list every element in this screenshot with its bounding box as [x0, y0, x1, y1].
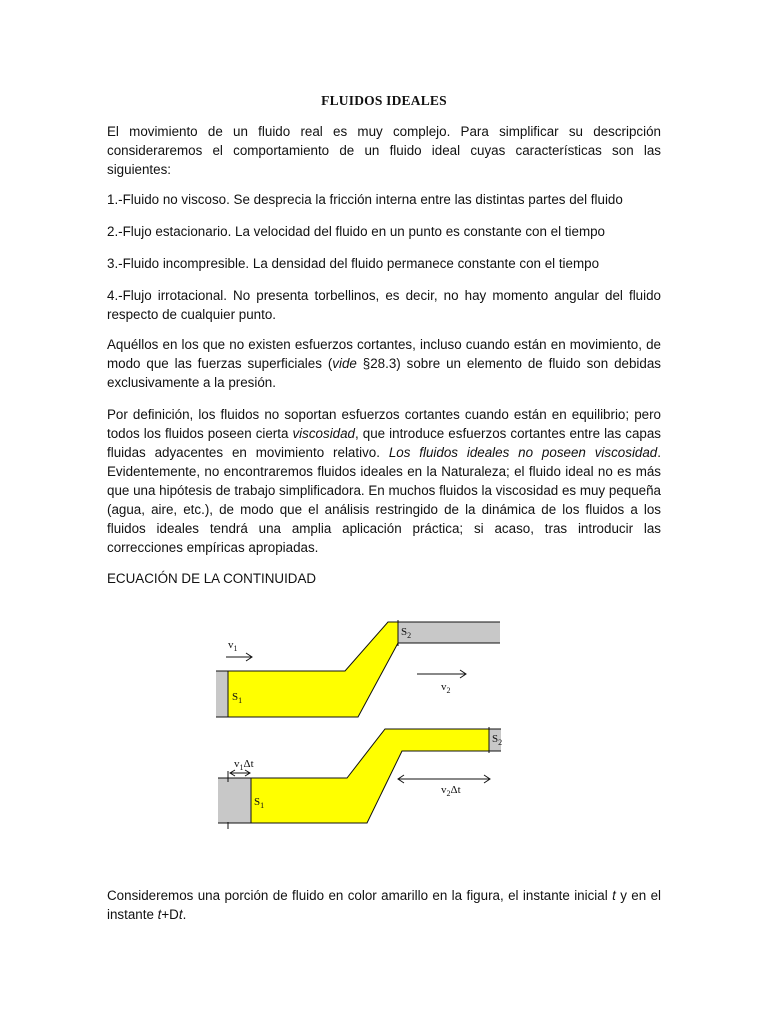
section-heading: ECUACIÓN DE LA CONTINUIDAD: [107, 571, 317, 586]
intro-paragraph: El movimiento de un fluido real es muy complejo. Para simplificar su descripción consideraremos el comportamiento de un fluido ideal cuyas características son las siguientes:: [107, 124, 661, 177]
paragraph-shear-stress: Aquéllos en los que no existen esfuerzos cortantes, incluso cuando están en movimiento, de modo que las fuerzas superficiales (vide §28.3) sobre un elemento de fluido son debidas exclusivamente a la presión.: [107, 337, 661, 390]
page-title: FLUIDOS IDEALES: [321, 93, 447, 108]
gray-inlet-section: [216, 671, 228, 717]
s1-label: $S_1$: [232, 691, 243, 705]
s2-label: $S_2$: [492, 733, 503, 747]
paragraph-viscosity: Por definición, los fluidos no soportan esfuerzos cortantes cuando están en equilibrio; pero todos los fluidos poseen cierta viscosidad, que introduce esfuerzos cortantes entre las capas fluidas adyacentes en movimiento relativo. Los fluidos ideales no poseen viscosidad. Evidentemente, no encontraremos fluidos ideales en la Naturaleza; el fluido ideal no es más que una hipótesis de trabajo simplificadora. En muchos fluidos la viscosidad es muy pequeña (agua, aire, etc.), de modo que el análisis restringido de la dinámica de los fluidos a los fluidos ideales tendrá una amplia aplicación práctica; si acaso, tras introducir las correcciones empíricas apropiadas.: [107, 407, 661, 555]
v2-label: $v_2$: [441, 681, 451, 695]
continuity-diagram: [210, 610, 510, 830]
v2-dt-label: $v_2\Delta t$: [441, 784, 461, 798]
initial-state-figure: [216, 620, 500, 717]
gray-outlet-section: [398, 622, 500, 643]
list-item: 3.-Fluido incompresible. La densidad del fluido permanece constante con el tiempo: [107, 256, 600, 271]
list-item: 1.-Fluido no viscoso. Se desprecia la fricción interna entre las distintas partes del fluido: [107, 192, 623, 207]
later-state-figure: [218, 727, 502, 829]
list-item: 4.-Flujo irrotacional. No presenta torbellinos, es decir, no hay momento angular del fluido respecto de cualquier punto.: [107, 288, 661, 322]
v1-label: $v_1$: [228, 639, 238, 653]
v1-dt-label: $v_1\Delta t$: [234, 758, 254, 772]
s2-label: $S_2$: [401, 626, 412, 640]
fluid-region: [228, 622, 398, 717]
fluid-region: [251, 729, 489, 823]
s1-label: $S_1$: [254, 796, 265, 810]
list-item: 2.-Flujo estacionario. La velocidad del fluido en un punto es constante con el tiempo: [107, 224, 606, 239]
gray-inlet-section: [218, 778, 251, 823]
closing-paragraph: Consideremos una porción de fluido en color amarillo en la figura, el instante inicial t y en el instante t+Dt.: [107, 888, 661, 922]
